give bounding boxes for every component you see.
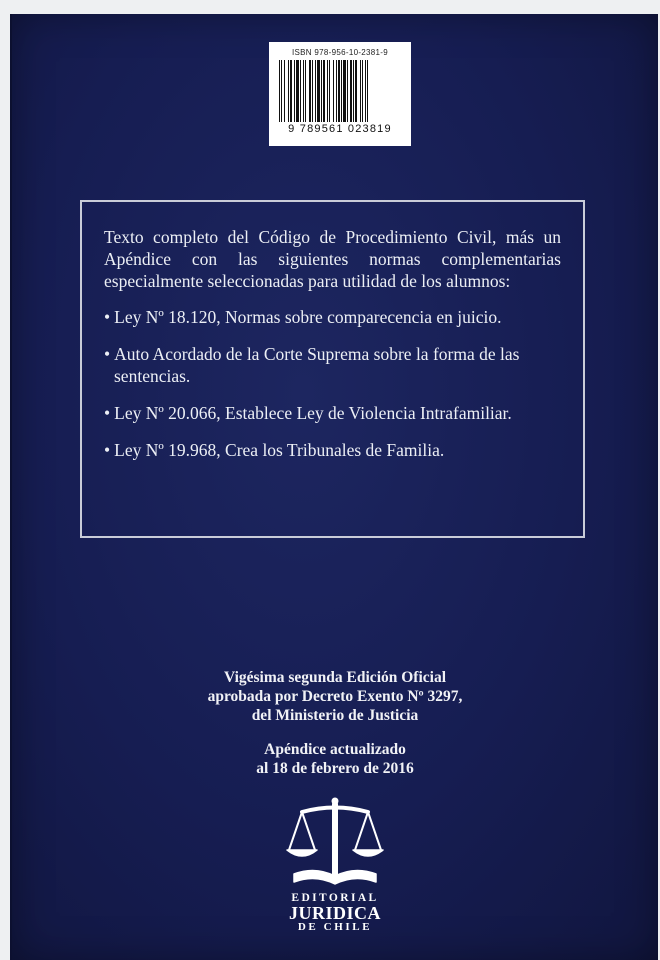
contents-description-box: [80, 200, 585, 538]
bullet-icon: •: [104, 344, 111, 364]
publisher-name-line: DE CHILE: [297, 921, 373, 933]
description-intro: Texto completo del Código de Procedimiento Civil, más un Apéndice con las siguientes normas complementarias especialmente seleccionadas para utilidad de los alumnos:: [104, 227, 561, 291]
bullet-icon: •: [104, 440, 111, 460]
list-item: • Ley Nº 20.066, Establece Ley de Violencia Intrafamiliar.: [104, 403, 512, 423]
publisher-name-line: EDITORIAL: [291, 892, 379, 904]
book-back-cover: [10, 14, 658, 960]
edition-line: del Ministerio de Justicia: [251, 707, 419, 724]
edition-line: aprobada por Decreto Exento Nº 3297,: [207, 688, 463, 705]
publisher-name-line: JURIDICA: [288, 903, 381, 923]
appendix-update-note: [12, 740, 658, 778]
isbn-text: ISBN 978-956-10-2381-9: [292, 48, 388, 57]
edition-line: Vigésima segunda Edición Oficial: [223, 669, 447, 686]
bullet-icon: •: [104, 307, 111, 327]
barcode-icon: [277, 60, 403, 122]
ean-digits: 9 789561 023819: [288, 123, 392, 135]
list-item: • Auto Acordado de la Corte Suprema sobre la forma de las sentencias.: [104, 344, 520, 386]
scales-of-justice-icon: [282, 790, 388, 890]
edition-statement: [12, 668, 658, 725]
publisher-logo: [282, 790, 388, 940]
appendix-line: Apéndice actualizado: [264, 741, 406, 758]
bullet-icon: •: [104, 403, 111, 423]
list-item: • Ley Nº 18.120, Normas sobre comparecencia en juicio.: [104, 307, 502, 327]
barcode-label: [269, 42, 411, 146]
appendix-line: al 18 de febrero de 2016: [256, 760, 414, 777]
list-item: • Ley Nº 19.968, Crea los Tribunales de Familia.: [104, 440, 445, 460]
